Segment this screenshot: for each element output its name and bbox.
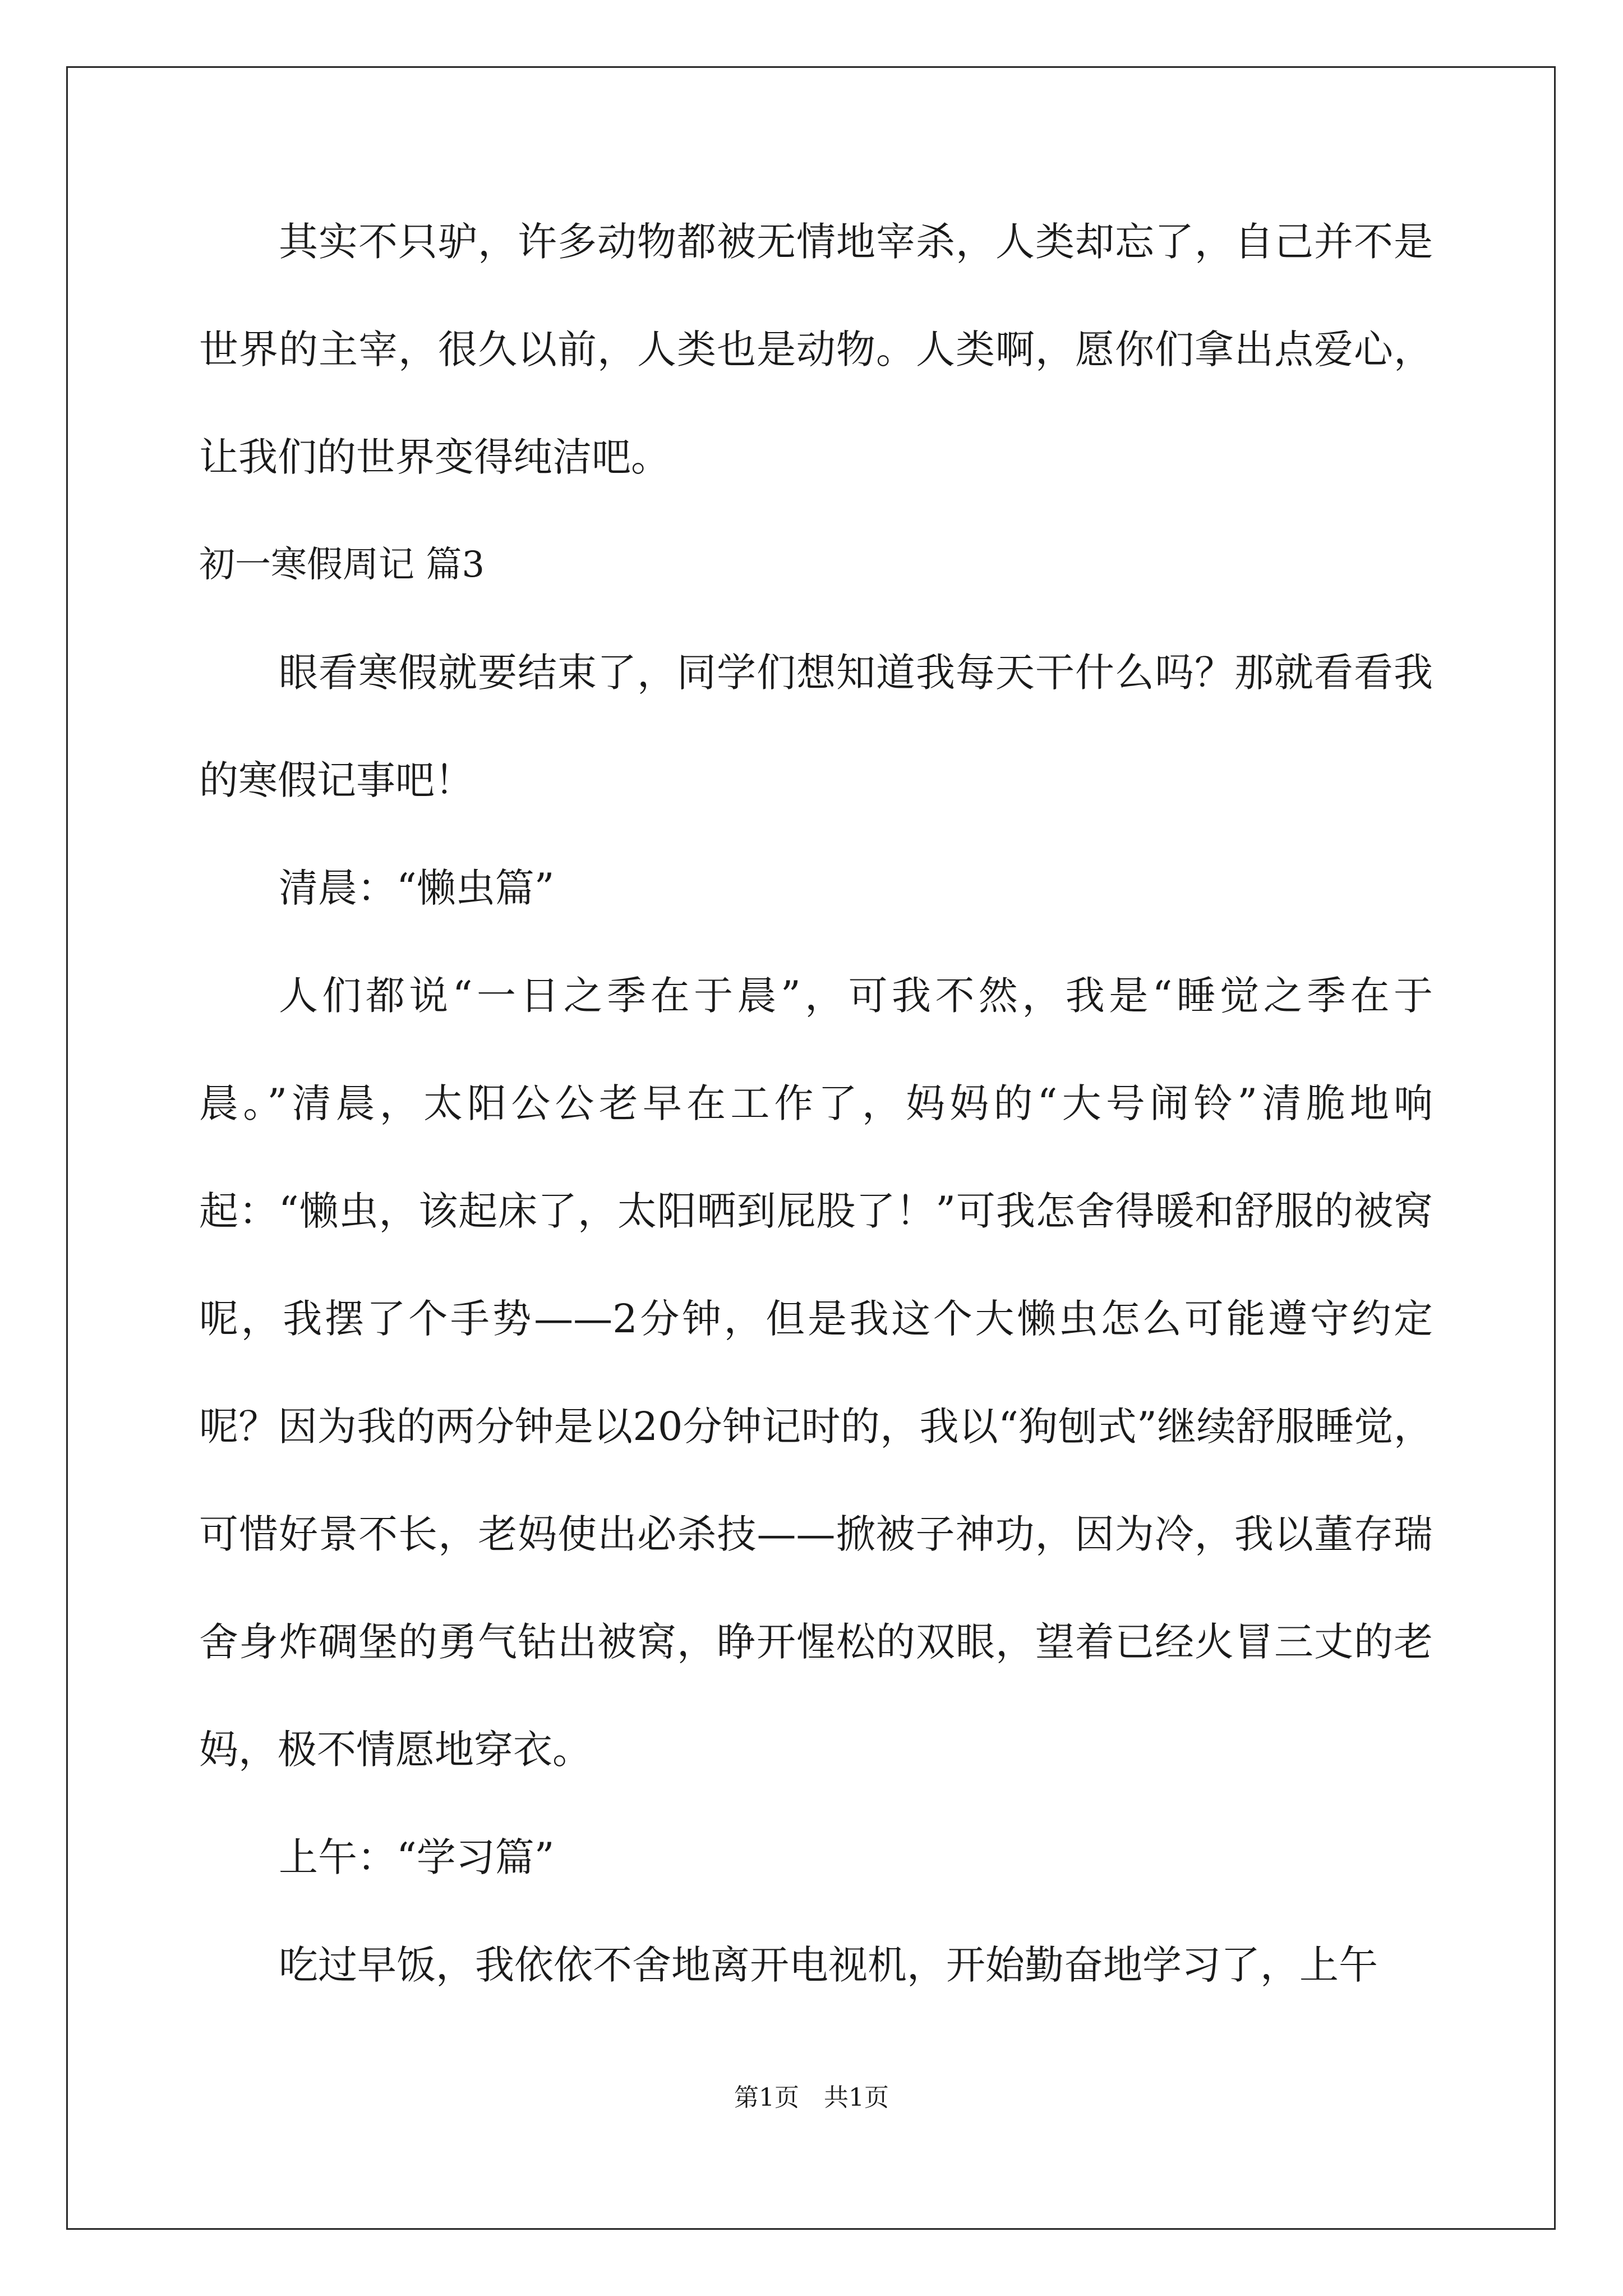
page-footer: 第1页 共1页 — [734, 2083, 889, 2112]
paragraph-1: 其实不只驴，许多动物都被无情地宰杀，人类却忘了，自己并不是世界的主宰，很久以前，人类也是动物。人类啊，愿你们拿出点爱心，让我们的世界变得纯洁吧。 — [199, 219, 1433, 480]
subheading-morning: 清晨：“懒虫篇” — [279, 865, 555, 911]
section-heading: 初一寒假周记 篇3 — [199, 544, 485, 586]
subheading-forenoon: 上午：“学习篇” — [279, 1834, 555, 1880]
paragraph-3: 人们都说“一日之季在于晨”，可我不然，我是“睡觉之季在于晨。”清晨，太阳公公老早在工作了，妈妈的“大号闹铃”清脆地响起：“懒虫，该起床了，太阳晒到屁股了！”可我怎舍得暖和舒服的被窝呢，我摆了个手势——2分钟，但是我这个大懒虫怎么可能遵守约定呢？因为我的两分钟是以20分钟记时的，我以“狗刨式”继续舒服睡觉，可惜好景不长，老妈使出必杀技——掀被子神功，因为冷，我以董存瑞舍身炸碉堡的勇气钻出被窝，睁开惺松的双眼，望着已经火冒三丈的老妈，极不情愿地穿衣。 — [199, 973, 1433, 1773]
paragraph-4: 吃过早饭，我依依不舍地离开电视机，开始勤奋地学习了，上午 — [279, 1942, 1378, 1988]
paragraph-2: 眼看寒假就要结束了，同学们想知道我每天干什么吗？那就看看我的寒假记事吧！ — [199, 650, 1433, 803]
document-body — [199, 188, 1433, 2019]
